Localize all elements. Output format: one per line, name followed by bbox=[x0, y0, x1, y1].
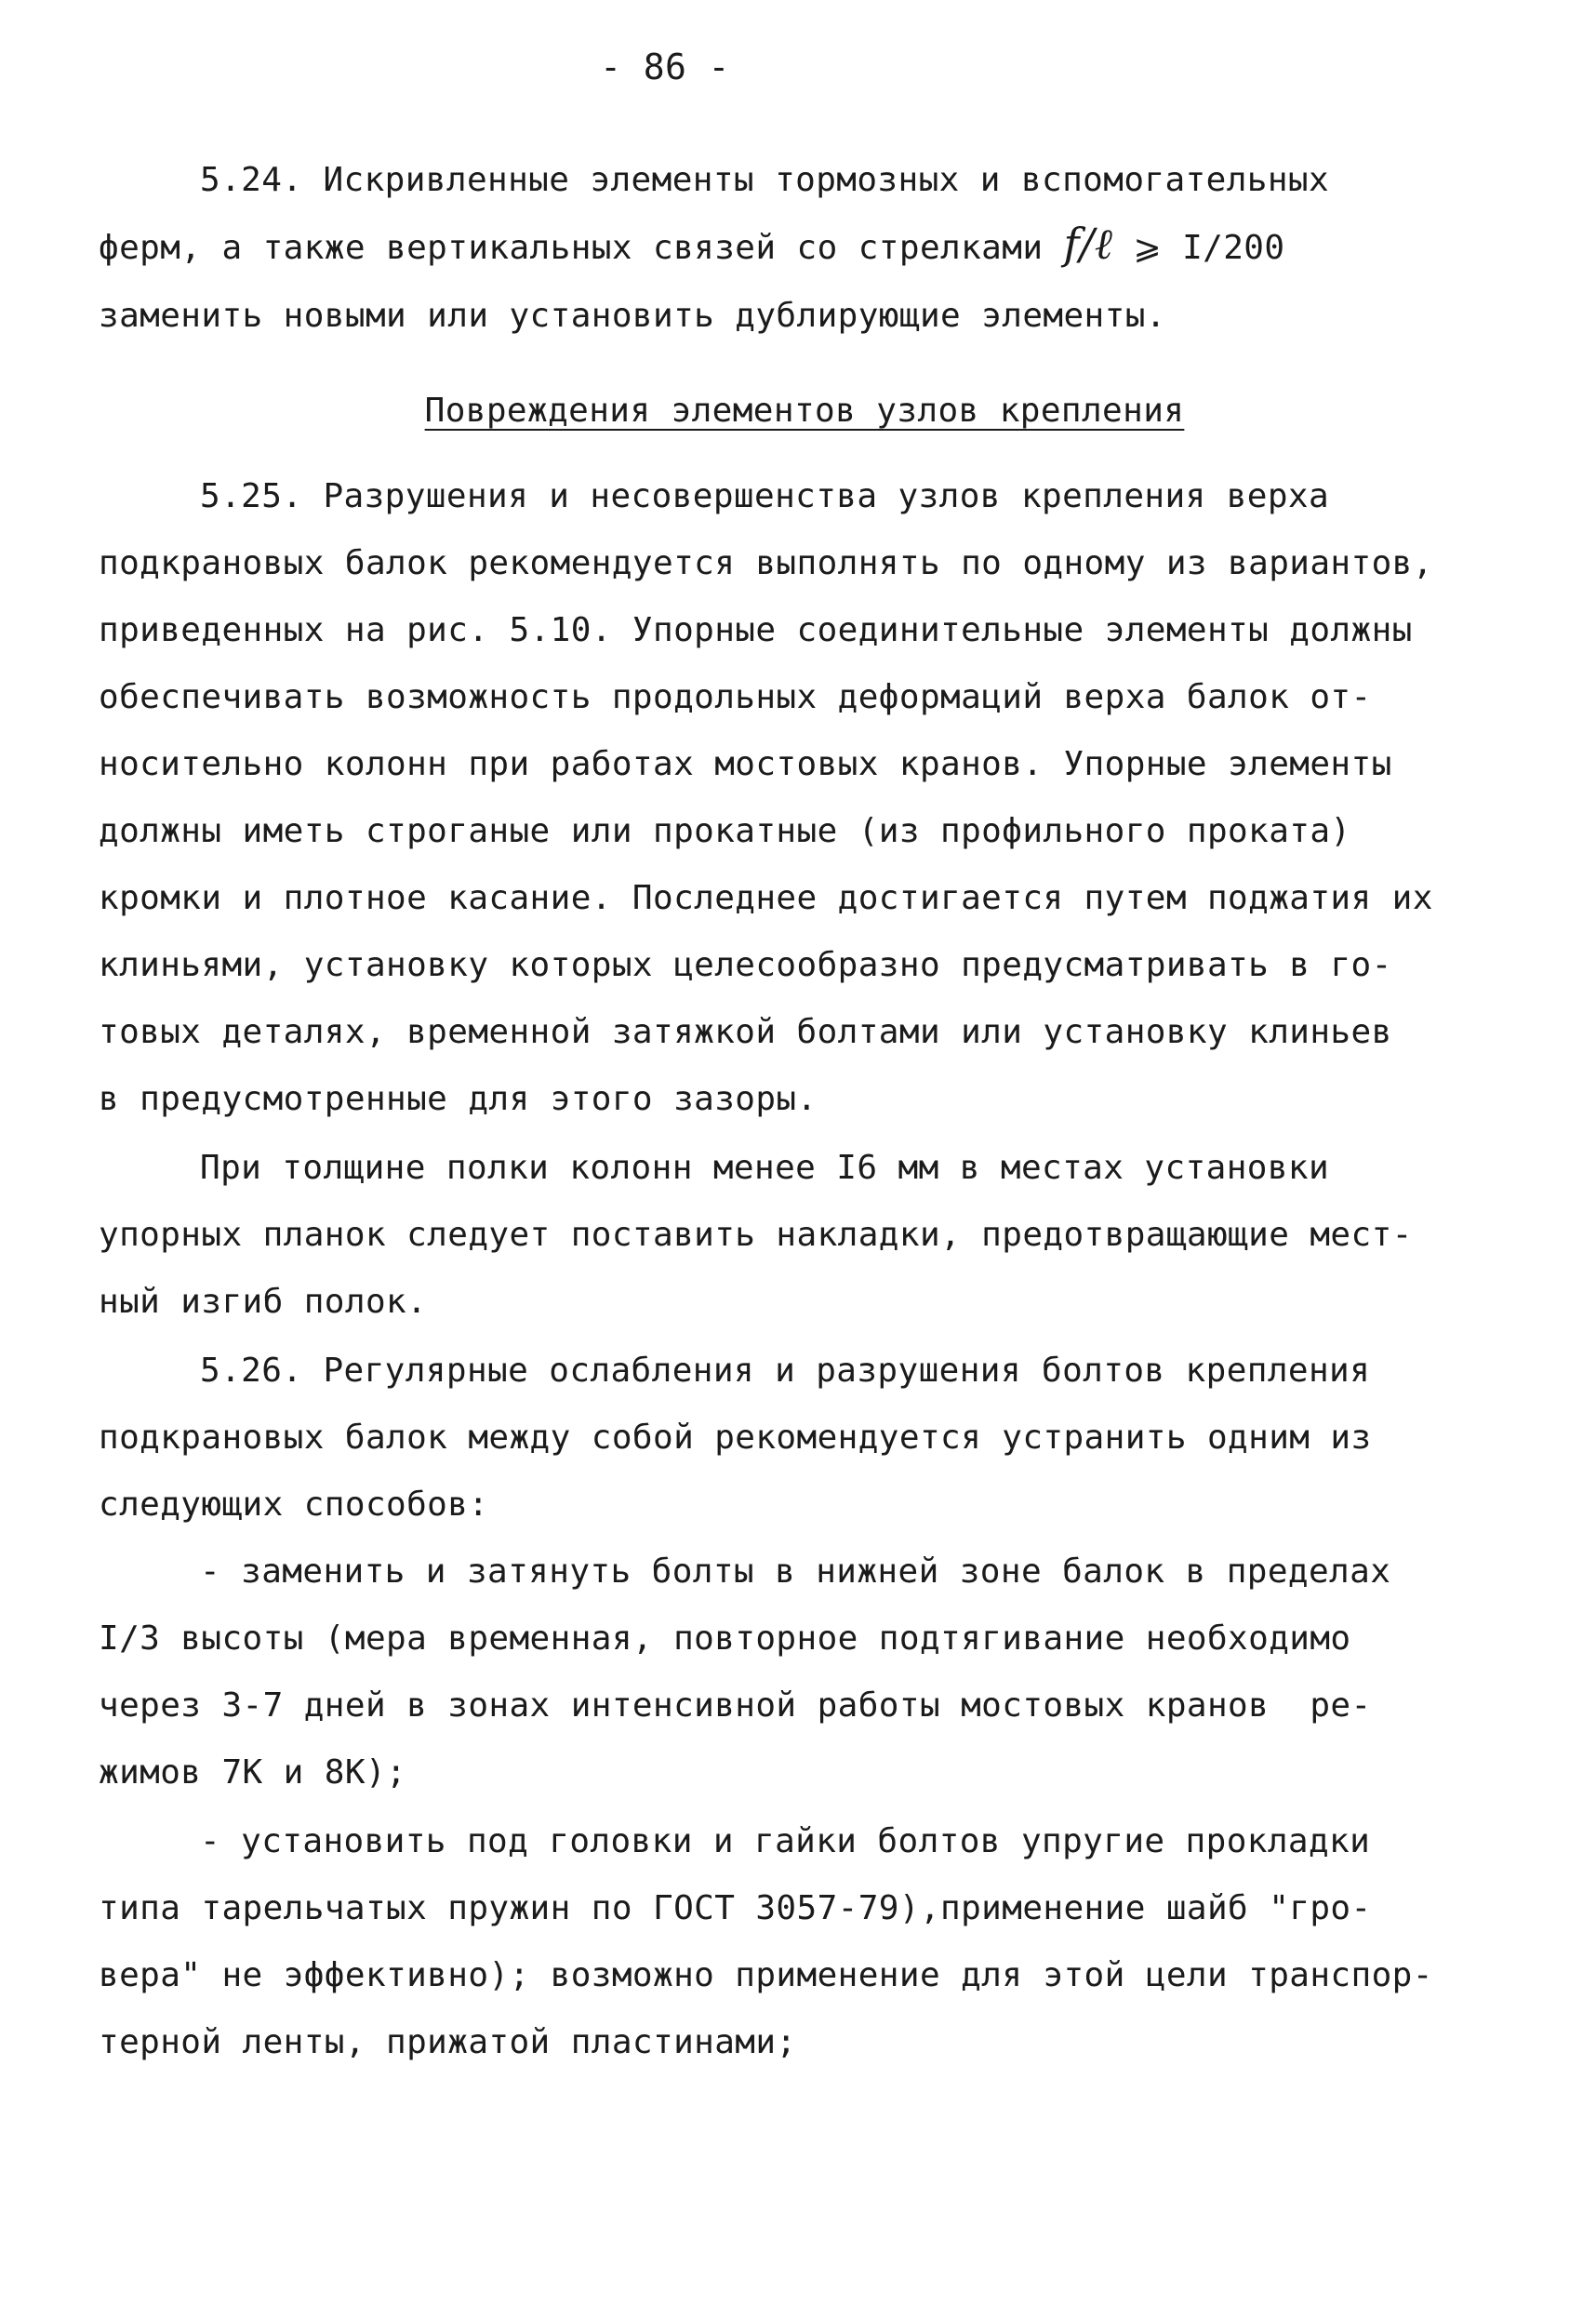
paragraph-flange-line-1: При толщине полки колонн менее I6 мм в местах установки bbox=[200, 1149, 1330, 1187]
paragraph-flange-line-3: ный изгиб полок. bbox=[99, 1283, 428, 1321]
deflection-ratio-formula: f/ℓ bbox=[1063, 219, 1113, 269]
paragraph-flange-line-2: упорных планок следует поставить накладки, предотвращающие мест- bbox=[99, 1216, 1413, 1254]
paragraph-5-24-line-3: заменить новыми или установить дублирующие элементы. bbox=[99, 297, 1166, 335]
paragraph-5-25-line-1: 5.25. Разрушения и несовершенства узлов крепления верха bbox=[200, 477, 1330, 515]
paragraph-5-26-line-1: 5.26. Регулярные ослабления и разрушения болтов крепления bbox=[200, 1352, 1371, 1390]
list-item-1-line-2: I/3 высоты (мера временная, повторное подтягивание необходимо bbox=[99, 1619, 1351, 1658]
paragraph-5-25-line-3: приведенных на рис. 5.10. Упорные соединительные элементы должны bbox=[99, 611, 1413, 649]
paragraph-5-26-line-2: подкрановых балок между собой рекомендуется устранить одним из bbox=[99, 1419, 1372, 1457]
list-item-1-line-3: через 3-7 дней в зонах интенсивной работы мостовых кранов ре- bbox=[99, 1686, 1372, 1725]
paragraph-5-25-line-8: клиньями, установку которых целесообразно предусматривать в го- bbox=[99, 946, 1392, 984]
paragraph-5-25-line-4: обеспечивать возможность продольных деформаций верха балок от- bbox=[99, 678, 1372, 716]
paragraph-5-25-line-5: носительно колонн при работах мостовых кранов. Упорные элементы bbox=[99, 745, 1392, 783]
page-number: - 86 - bbox=[600, 47, 730, 87]
paragraph-5-24-line-2-text: ферм, а также вертикальных связей со стрелками bbox=[99, 229, 1064, 267]
list-item-2-line-3: вера" не эффективно); возможно применение для этой цели транспор- bbox=[99, 1956, 1433, 1994]
list-item-2-line-2: типа тарельчатых пружин по ГОСТ 3057-79),применение шайб "гро- bbox=[99, 1889, 1372, 1927]
deflection-limit: ⩾ I/200 bbox=[1112, 229, 1285, 267]
list-item-1-line-4: жимов 7К и 8К); bbox=[99, 1753, 407, 1792]
list-item-2-line-4: терной ленты, прижатой пластинами; bbox=[99, 2023, 797, 2061]
paragraph-5-25-line-10: в предусмотренные для этого зазоры. bbox=[99, 1080, 818, 1118]
list-item-1-line-1: - заменить и затянуть болты в нижней зоне балок в пределах bbox=[200, 1552, 1391, 1591]
paragraph-5-25-line-6: должны иметь строганые или прокатные (из профильного проката) bbox=[99, 812, 1351, 850]
list-item-2-line-1: - установить под головки и гайки болтов упругие прокладки bbox=[200, 1822, 1371, 1860]
paragraph-5-24-line-1: 5.24. Искривленные элементы тормозных и вспомогательных bbox=[200, 161, 1330, 199]
section-heading: Повреждения элементов узлов крепления bbox=[424, 392, 1185, 430]
paragraph-5-26-line-3: следующих способов: bbox=[99, 1486, 489, 1524]
paragraph-5-25-line-2: подкрановых балок рекомендуется выполнять по одному из вариантов, bbox=[99, 544, 1433, 582]
paragraph-5-25-line-9: товых деталях, временной затяжкой болтами или установку клиньев bbox=[99, 1013, 1392, 1051]
paragraph-5-24-line-2 bbox=[99, 219, 1285, 269]
paragraph-5-25-line-7: кромки и плотное касание. Последнее достигается путем поджатия их bbox=[99, 879, 1433, 917]
